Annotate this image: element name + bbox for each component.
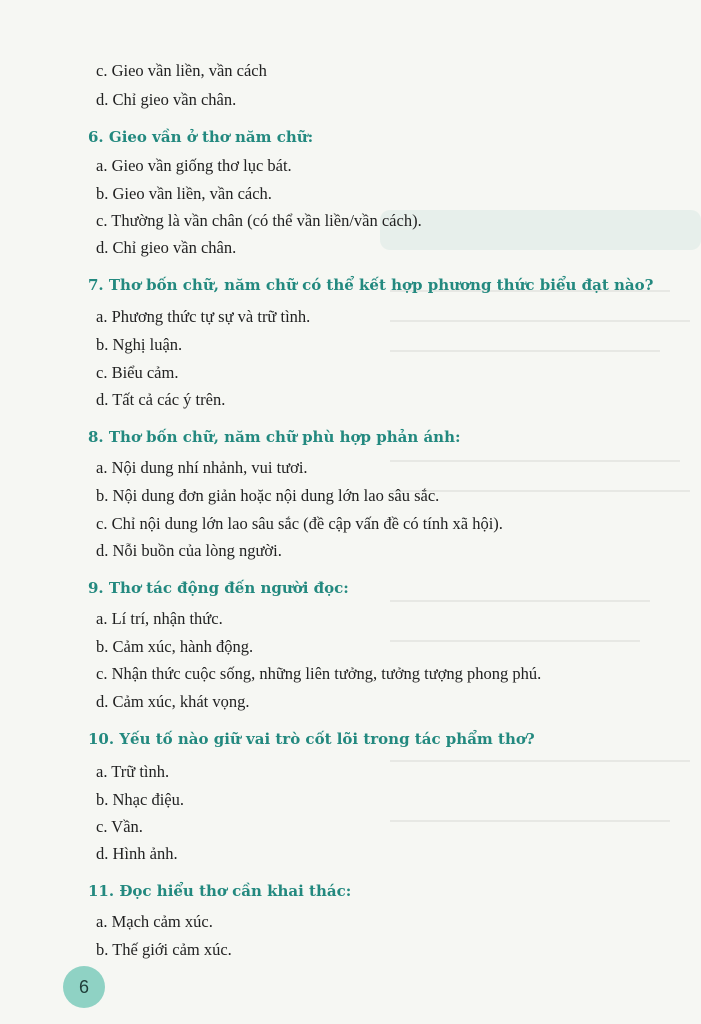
option-text: c. Chỉ nội dung lớn lao sâu sắc (đề cập vấn đề có tính xã hội). (96, 514, 503, 533)
option-text: d. Chỉ gieo vần chân. (96, 238, 237, 257)
question-heading: 6. Gieo vần ở thơ năm chữ: (88, 128, 314, 146)
question-heading: 9. Thơ tác động đến người đọc: (88, 579, 349, 597)
option-text: d. Hình ảnh. (96, 844, 178, 863)
option-text: a. Phương thức tự sự và trữ tình. (96, 307, 311, 326)
option-text: c. Biểu cảm. (96, 363, 179, 382)
option-text: a. Nội dung nhí nhảnh, vui tươi. (96, 458, 308, 477)
page-number-badge (63, 966, 105, 1008)
option-text: d. Chỉ gieo vần chân. (96, 90, 237, 109)
option-text: c. Vần. (96, 817, 143, 836)
option-text: d. Nỗi buồn của lòng người. (96, 541, 282, 560)
option-text: c. Gieo vần liền, vần cách (96, 61, 267, 80)
option-text: a. Lí trí, nhận thức. (96, 609, 223, 628)
question-heading: 8. Thơ bốn chữ, năm chữ phù hợp phản ánh: (88, 428, 461, 446)
option-text: b. Gieo vần liền, vần cách. (96, 184, 272, 203)
option-text: d. Tất cả các ý trên. (96, 390, 226, 409)
option-text: b. Thế giới cảm xúc. (96, 940, 232, 959)
question-heading: 10. Yếu tố nào giữ vai trò cốt lõi trong tác phẩm thơ? (88, 730, 535, 748)
option-text: a. Gieo vần giống thơ lục bát. (96, 156, 292, 175)
question-heading: 11. Đọc hiểu thơ cần khai thác: (88, 882, 352, 900)
option-text: b. Nghị luận. (96, 335, 183, 354)
option-text: a. Trữ tình. (96, 762, 170, 781)
option-text: b. Cảm xúc, hành động. (96, 637, 254, 656)
option-text: c. Nhận thức cuộc sống, những liên tưởng, tưởng tượng phong phú. (96, 664, 542, 683)
option-text: a. Mạch cảm xúc. (96, 912, 213, 931)
option-text: c. Thường là vần chân (có thể vần liền/vần cách). (96, 211, 422, 230)
option-text: b. Nội dung đơn giản hoặc nội dung lớn lao sâu sắc. (96, 486, 440, 505)
option-text: b. Nhạc điệu. (96, 790, 184, 809)
option-text: d. Cảm xúc, khát vọng. (96, 692, 250, 711)
question-heading: 7. Thơ bốn chữ, năm chữ có thể kết hợp phương thức biểu đạt nào? (88, 276, 654, 294)
page-number: 6 (78, 976, 89, 997)
